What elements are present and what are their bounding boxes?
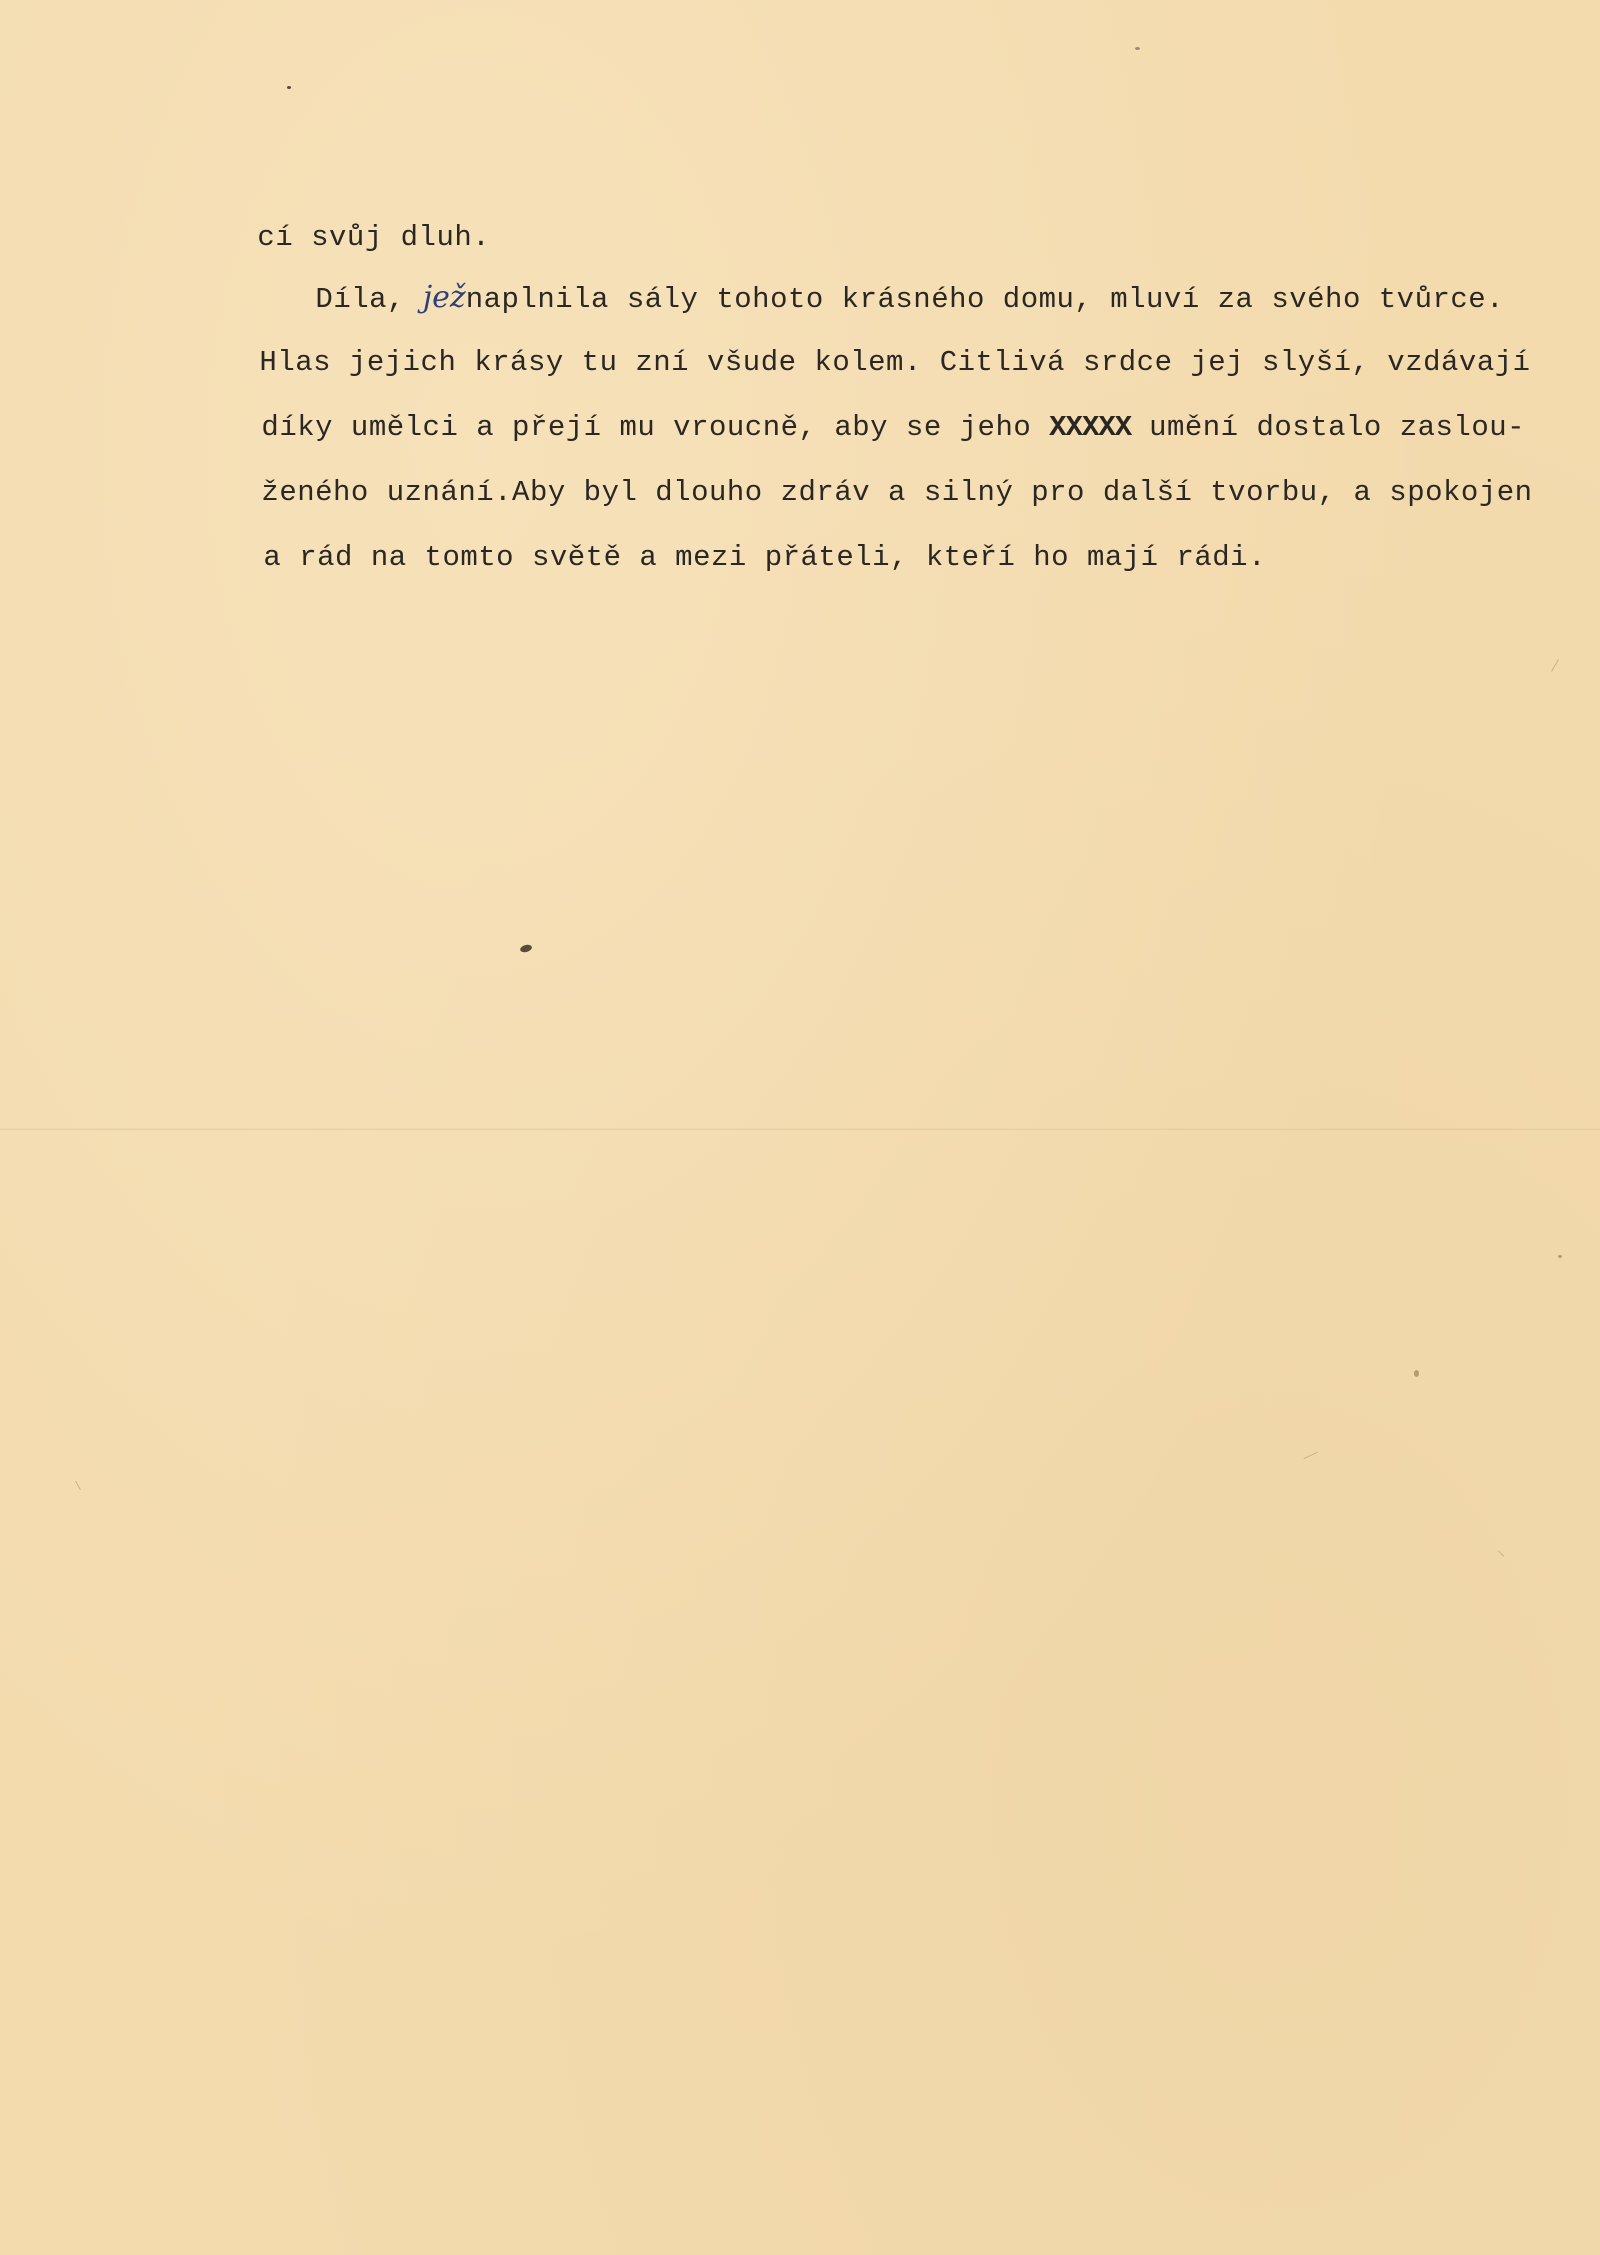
paper-fiber [1551,659,1559,672]
text-line-6 [156,498,1266,574]
paper-speck [287,86,291,89]
text-line-3 [152,303,1531,379]
paper-fold [0,1128,1600,1131]
text-line-2 [208,238,1505,316]
handwritten-correction: jež [422,280,466,315]
paper-speck [1135,47,1140,50]
line-text-end: naplnila sály tohoto krásného domu, mluví za svého tvůrce. [465,283,1505,316]
line-text: Hlas jejich krásy tu zní všude kolem. Citlivá srdce jej slyší, vzdávají [259,346,1531,379]
text-line-1 [150,178,491,254]
line-text: ženého uznání.Aby byl dlouho zdráv a silný pro další tvorbu, a spokojen [261,476,1533,509]
line-text: cí svůj dluh. [257,221,491,254]
paper-fiber [1498,1550,1504,1556]
paper-fiber [75,1481,81,1490]
ink-speck [519,944,532,954]
line-text-start: díky umělci a přejí mu vroucně, aby se jeho [261,411,1050,444]
struck-out-word: XXXXX [1049,411,1132,444]
paper-speck [1558,1255,1562,1258]
paper-fiber [1303,1452,1317,1459]
paper-speck [1414,1370,1419,1377]
line-text: a rád na tomto světě a mezi přáteli, kteří ho mají rádi. [263,541,1266,574]
text-line-5 [154,433,1533,509]
line-text-end: umění dostalo zaslou- [1131,411,1526,444]
line-text-start: Díla, [315,283,423,316]
text-line-4 [154,368,1526,444]
